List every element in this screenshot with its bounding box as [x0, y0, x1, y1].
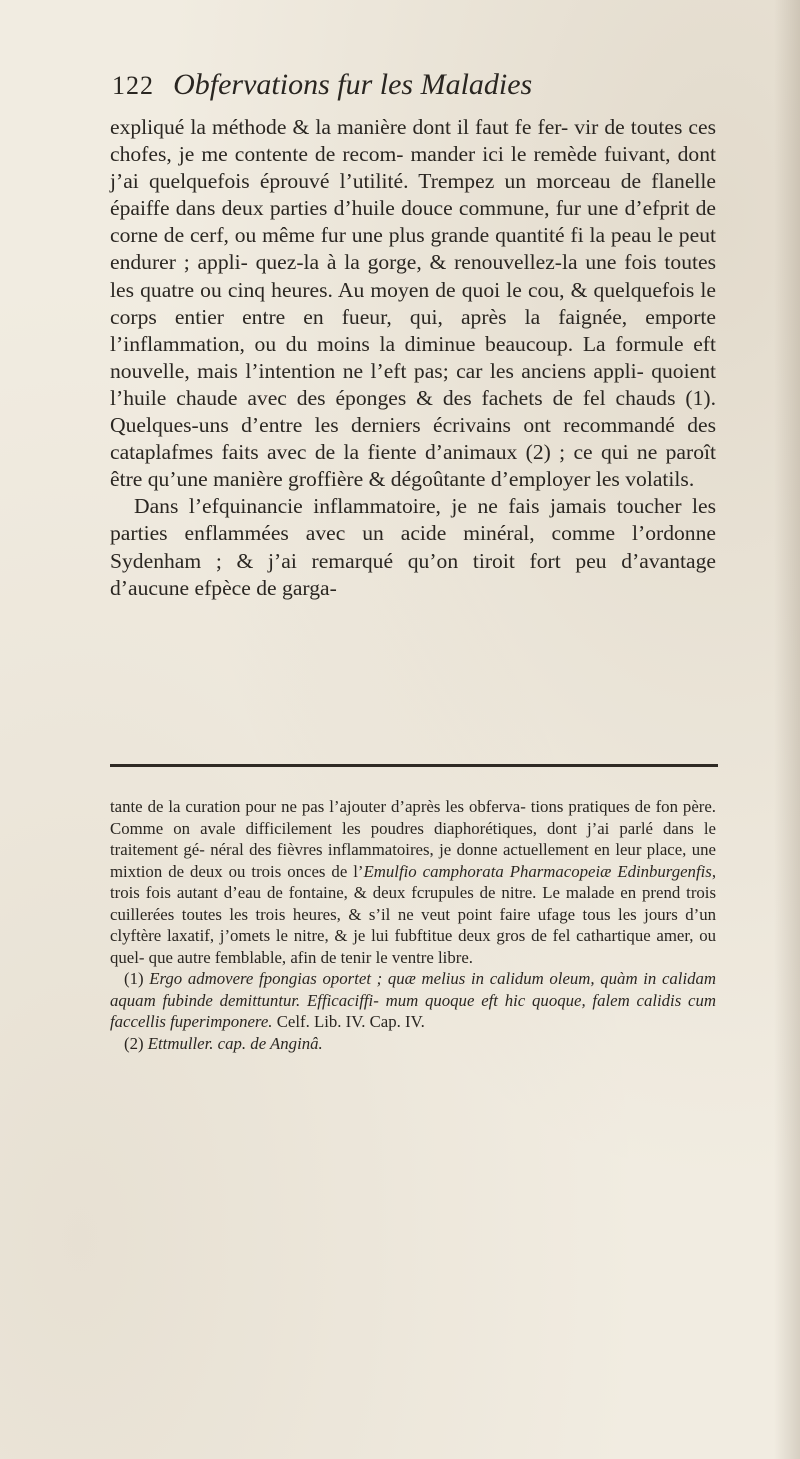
page-header — [112, 68, 712, 112]
page-number: 122 — [112, 71, 154, 100]
footnote-reference: Ettmuller. cap. de Anginâ. — [147, 1033, 323, 1053]
footnote-quote: Ergo admovere fpongias oportet ; quæ melius in calidum oleum, quàm in calidam aquam fubinde demittuntur. Efficaciffi- mum quoque eft hic quoque, falem calidis cum faccellis fuperimponere. — [110, 969, 717, 1031]
paragraph: expliqué la méthode & la manière dont il faut fe fer- vir de toutes ces chofes, je me contente de recom- mander ici le remède fuivant, dont j’ai quelquefois éprouvé l’utilité. Trempez un morceau de flanelle épaiffe dans deux parties d’huile douce commune, fur une d’efprit de corne de cerf, ou même fur une plus grande quantité fi la peau le peut endurer ; appli- quez-la à la gorge, & renouvellez-la une fois toutes les quatre ou cinq heures. Au moyen de quoi le cou, & quelquefois le corps entier entre en fueur, qui, après la faignée, emporte l’inflammation, ou du moins la diminue beaucoup. La formule eft nouvelle, mais l’intention ne l’eft pas; car les anciens appli- quoient l’huile chaude avec des éponges & des fachets de fel chauds (1). Quelques-uns d’entre les derniers écrivains ont recommandé des cataplafmes faits avec de la fiente d’animaux (2) ; ce qui ne paroît être qu’une manière groffière & dégoûtante d’employer les volatils. — [110, 115, 716, 492]
footnote-1 — [110, 968, 716, 1033]
paragraph: Dans l’efquinancie inflammatoire, je ne fais jamais toucher les parties enflammées avec un acide minéral, comme l’ordonne Sydenham ; & j’ai remarqué qu’on tiroit fort peu d’avantage d’aucune efpèce de garga- — [110, 494, 716, 600]
footnote-text: tante de la curation pour ne pas l’ajouter d’après les obferva- tions pratiques de fon père. Comme on avale difficilement les poudres diaphorétiques, dont j’ai parlé dans le traitement gé- néral des fièvres inflammatoires, je donne actuellement en leur place, une mixtion de deux ou trois onces de l’ — [110, 797, 716, 881]
running-head: Obfervations fur les Maladies — [173, 68, 533, 101]
footnote-2 — [110, 1033, 716, 1055]
footnote-continuation — [110, 796, 716, 968]
footnote-marker: (1) — [124, 969, 150, 988]
footnote-marker: (2) — [124, 1033, 148, 1053]
main-text — [110, 114, 716, 602]
footnotes — [110, 796, 716, 1054]
footnote-separator — [110, 764, 718, 767]
page-edge-shadow — [774, 0, 800, 1459]
footnote-reference: Celf. Lib. IV. Cap. IV. — [272, 1012, 425, 1031]
footnote-italic-text: Emulfio camphorata Pharmacopeiæ Edinburgenfis — [363, 861, 712, 881]
footnote-text: , trois fois autant d’eau de fontaine, & deux fcrupules de nitre. Le malade en prend trois cuillerées toutes les trois heures, & s’il ne veut point faire ufage tous les jours d’un clyftère laxatif, j’omets le nitre, & je lui fubftitue deux gros de fel cathartique amer, ou quel- que autre femblable, afin de tenir le ventre libre. — [110, 861, 717, 967]
